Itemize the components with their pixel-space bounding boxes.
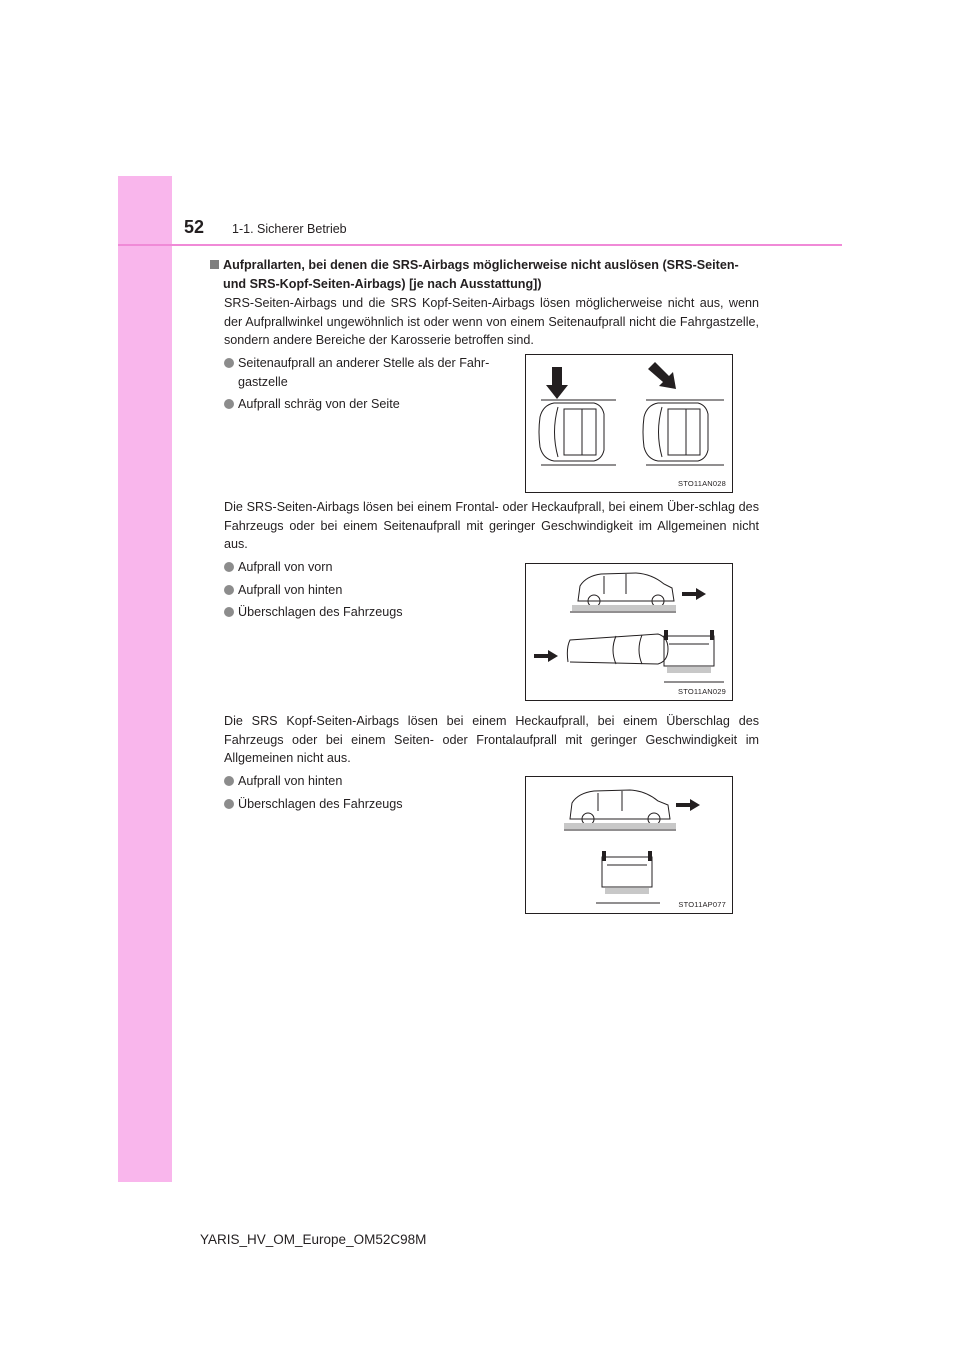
- figure-code: STO11AN028: [678, 479, 726, 488]
- figure-rear-rollover: [525, 776, 733, 914]
- square-bullet-icon: [210, 260, 219, 269]
- list-item: Seitenaufprall an anderer Stelle als der Fahr-gastzelle: [224, 354, 504, 391]
- paragraph-3: Die SRS Kopf-Seiten-Airbags lösen bei einem Heckaufprall, bei einem Überschlag des Fahrzeugs oder bei einem Seiten- oder Frontalaufprall mit geringer Geschwindigkeit im Allgemeinen nicht aus.: [224, 714, 759, 765]
- list-item: Überschlagen des Fahrzeugs: [224, 795, 504, 814]
- intro-paragraph: SRS-Seiten-Airbags und die SRS Kopf-Seiten-Airbags lösen möglicherweise nicht aus, wenn der Aufprallwinkel ungewöhnlich ist oder wenn von einem Seitenaufprall nicht die Fahrgastzelle, sondern andere Bereiche der Karosserie betroffen sind.: [224, 296, 759, 347]
- bullet-dot-icon: [224, 399, 234, 409]
- side-impact-illustration: [526, 355, 732, 492]
- bullet-list-2: [224, 558, 504, 626]
- document-footer: YARIS_HV_OM_Europe_OM52C98M: [200, 1232, 427, 1247]
- bullet-list-1: [224, 354, 504, 418]
- side-tab-band: [118, 176, 172, 1182]
- figure-side-impact: [525, 354, 733, 493]
- bullet-dot-icon: [224, 358, 234, 368]
- page-number: 52: [184, 217, 205, 237]
- header-rule: [118, 244, 842, 246]
- list-item: Überschlagen des Fahrzeugs: [224, 603, 504, 622]
- section-heading: [210, 256, 758, 293]
- bullet-dot-icon: [224, 562, 234, 572]
- paragraph-2: Die SRS-Seiten-Airbags lösen bei einem Frontal- oder Heckaufprall, bei einem Über-schlag des Fahrzeugs oder bei einem Seitenaufprall mit geringer Geschwindigkeit im Allgemeinen nicht aus.: [224, 500, 759, 551]
- bullet-dot-icon: [224, 607, 234, 617]
- section-title: 1-1. Sicherer Betrieb: [232, 222, 347, 236]
- figure-code: STO11AN029: [678, 687, 726, 696]
- bullet-dot-icon: [224, 585, 234, 595]
- front-rear-rollover-illustration: [526, 564, 732, 700]
- bullet-list-3: [224, 772, 504, 817]
- rear-rollover-illustration: [526, 777, 732, 913]
- bullet-dot-icon: [224, 776, 234, 786]
- list-item: Aufprall schräg von der Seite: [224, 395, 504, 414]
- list-item: Aufprall von hinten: [224, 772, 504, 791]
- list-item: Aufprall von vorn: [224, 558, 504, 577]
- figure-code: STO11AP077: [678, 900, 726, 909]
- figure-front-rear-rollover: [525, 563, 733, 701]
- list-item: Aufprall von hinten: [224, 581, 504, 600]
- section-heading-text: Aufprallarten, bei denen die SRS-Airbags möglicherweise nicht auslösen (SRS-Seiten- und SRS-Kopf-Seiten-Airbags) [je nach Ausstattung]): [223, 258, 739, 291]
- bullet-dot-icon: [224, 799, 234, 809]
